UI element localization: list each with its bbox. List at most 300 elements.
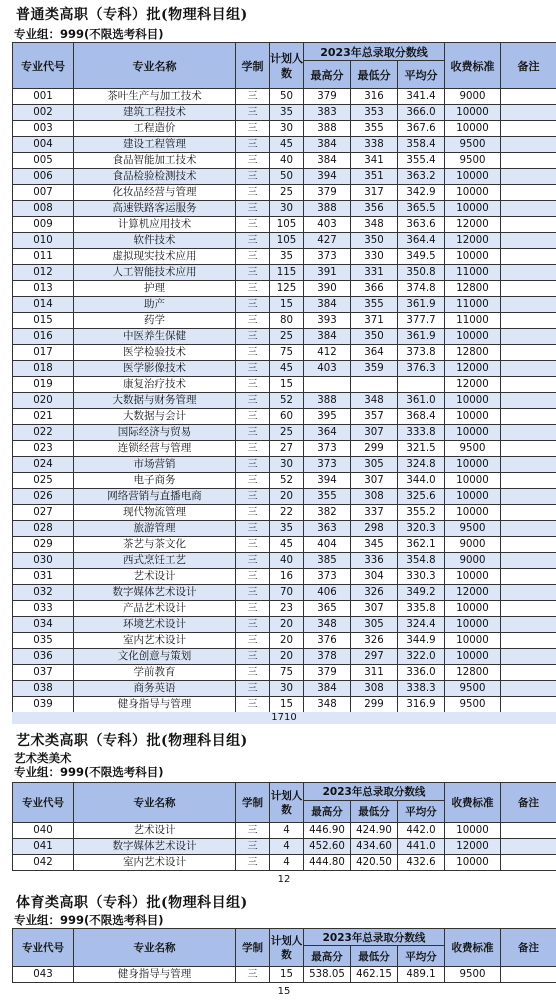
cell-code: 009 [13,217,74,233]
cell-avg: 363.6 [398,217,445,233]
cell-avg: 316.9 [398,697,445,713]
cell-min: 308 [351,489,398,505]
cell-avg: 377.7 [398,313,445,329]
cell-name: 康复治疗技术 [74,377,236,393]
cell-years: 三 [236,393,270,409]
cell-name: 食品检验检测技术 [74,169,236,185]
cell-min: 359 [351,361,398,377]
cell-note [501,823,556,839]
cell-fee: 12800 [445,665,501,681]
cell-avg: 489.1 [398,967,445,983]
cell-fee: 11000 [445,297,501,313]
cell-plan: 35 [270,249,304,265]
cell-fee: 12000 [445,377,501,393]
cell-min: 420.50 [351,855,398,871]
cell-min: 351 [351,169,398,185]
cell-max: 388 [304,121,351,137]
cell-min: 316 [351,89,398,105]
cell-min: 307 [351,473,398,489]
table-row [13,585,556,601]
cell-years: 三 [236,89,270,105]
cell-years: 三 [236,249,270,265]
cell-name: 市场营销 [74,457,236,473]
cell-min: 366 [351,281,398,297]
cell-years: 三 [236,457,270,473]
cell-fee: 12800 [445,281,501,297]
cell-max: 384 [304,153,351,169]
cell-code: 036 [13,649,74,665]
cell-note [501,601,556,617]
header-score-group: 2023年总录取分数线 [304,929,445,946]
cell-code: 023 [13,441,74,457]
cell-max: 373 [304,249,351,265]
cell-note [501,489,556,505]
cell-years: 三 [236,537,270,553]
cell-code: 039 [13,697,74,713]
cell-years: 三 [236,617,270,633]
cell-fee: 11000 [445,265,501,281]
cell-min: 326 [351,633,398,649]
cell-name: 国际经济与贸易 [74,425,236,441]
section3-group: 专业组：999(不限选考科目) [14,913,164,927]
header-max: 最高分 [304,61,351,89]
cell-code: 026 [13,489,74,505]
cell-note [501,281,556,297]
cell-note [501,233,556,249]
cell-code: 030 [13,553,74,569]
cell-plan: 52 [270,393,304,409]
cell-note [501,393,556,409]
cell-avg: 442.0 [398,823,445,839]
header-note: 备注 [501,43,556,89]
cell-code: 013 [13,281,74,297]
cell-years: 三 [236,313,270,329]
table-row [13,185,556,201]
cell-max: 444.80 [304,855,351,871]
header-name: 专业名称 [74,43,236,89]
cell-plan: 80 [270,313,304,329]
cell-avg: 344.0 [398,473,445,489]
cell-years: 三 [236,585,270,601]
cell-name: 高速铁路客运服务 [74,201,236,217]
cell-min: 298 [351,521,398,537]
cell-code: 019 [13,377,74,393]
cell-fee: 12800 [445,345,501,361]
cell-plan: 70 [270,585,304,601]
cell-name: 软件技术 [74,233,236,249]
cell-code: 038 [13,681,74,697]
cell-note [501,585,556,601]
cell-plan: 15 [270,697,304,713]
cell-code: 035 [13,633,74,649]
cell-code: 014 [13,297,74,313]
cell-plan: 27 [270,441,304,457]
cell-avg: 361.9 [398,329,445,345]
cell-plan: 30 [270,457,304,473]
section1-total: 1710 [12,712,556,724]
table-row [13,377,556,393]
cell-note [501,633,556,649]
cell-note [501,153,556,169]
table-row [13,329,556,345]
cell-code: 042 [13,855,74,871]
cell-max: 382 [304,505,351,521]
cell-max: 348 [304,697,351,713]
cell-max: 373 [304,569,351,585]
cell-plan: 60 [270,409,304,425]
cell-avg: 358.4 [398,137,445,153]
section2-table [12,782,556,871]
cell-min: 356 [351,201,398,217]
cell-avg: 354.8 [398,553,445,569]
cell-max: 379 [304,185,351,201]
cell-name: 旅游管理 [74,521,236,537]
cell-code: 008 [13,201,74,217]
cell-name: 工程造价 [74,121,236,137]
cell-fee: 10000 [445,201,501,217]
cell-years: 三 [236,201,270,217]
header-name: 专业名称 [74,929,236,967]
cell-note [501,121,556,137]
cell-name: 食品智能加工技术 [74,153,236,169]
cell-code: 010 [13,233,74,249]
cell-fee: 10000 [445,457,501,473]
cell-fee: 10000 [445,105,501,121]
cell-years: 三 [236,521,270,537]
cell-name: 数字媒体艺术设计 [74,585,236,601]
cell-code: 024 [13,457,74,473]
table-row [13,617,556,633]
cell-fee: 10000 [445,633,501,649]
table-row [13,855,556,871]
cell-note [501,617,556,633]
cell-note [501,681,556,697]
table-row [13,361,556,377]
cell-min: 305 [351,617,398,633]
header-years: 学制 [236,783,270,823]
cell-code: 003 [13,121,74,137]
cell-years: 三 [236,665,270,681]
section3-total: 15 [277,986,291,997]
header-note: 备注 [501,929,556,967]
cell-name: 环境艺术设计 [74,617,236,633]
cell-fee: 9000 [445,89,501,105]
cell-years: 三 [236,473,270,489]
table-row [13,313,556,329]
cell-fee: 12000 [445,233,501,249]
section2-title: 艺术类高职（专科）批(物理科目组) [16,733,248,749]
cell-avg: 321.5 [398,441,445,457]
header-min: 最低分 [351,801,398,823]
cell-min: 345 [351,537,398,553]
cell-plan: 52 [270,473,304,489]
cell-name: 人工智能技术应用 [74,265,236,281]
cell-name: 计算机应用技术 [74,217,236,233]
cell-max: 538.05 [304,967,351,983]
cell-plan: 30 [270,681,304,697]
cell-note [501,697,556,713]
cell-avg: 320.3 [398,521,445,537]
table-row [13,839,556,855]
cell-years: 三 [236,137,270,153]
cell-years: 三 [236,505,270,521]
header-min: 最低分 [351,61,398,89]
section3-table [12,928,556,983]
cell-years: 三 [236,425,270,441]
cell-plan: 15 [270,967,304,983]
cell-fee: 9000 [445,553,501,569]
cell-note [501,249,556,265]
cell-plan: 4 [270,823,304,839]
table-row [13,473,556,489]
section3-title: 体育类高职（专科）批(物理科目组) [16,895,248,911]
cell-note [501,855,556,871]
cell-avg: 366.0 [398,105,445,121]
cell-plan: 105 [270,233,304,249]
cell-avg [398,377,445,393]
cell-avg: 349.2 [398,585,445,601]
cell-plan: 30 [270,121,304,137]
cell-avg: 368.4 [398,409,445,425]
cell-years: 三 [236,185,270,201]
cell-name: 产品艺术设计 [74,601,236,617]
cell-min: 305 [351,457,398,473]
cell-name: 茶叶生产与加工技术 [74,89,236,105]
cell-plan: 45 [270,137,304,153]
cell-note [501,649,556,665]
cell-name: 电子商务 [74,473,236,489]
section2-rows [13,823,556,871]
cell-years: 三 [236,297,270,313]
cell-fee: 10000 [445,169,501,185]
cell-fee: 10000 [445,489,501,505]
cell-code: 031 [13,569,74,585]
cell-note [501,665,556,681]
cell-min: 337 [351,505,398,521]
table-row [13,521,556,537]
cell-name: 化妆品经营与管理 [74,185,236,201]
cell-avg: 376.3 [398,361,445,377]
table-row [13,649,556,665]
cell-fee: 11000 [445,313,501,329]
cell-name: 药学 [74,313,236,329]
cell-max: 378 [304,649,351,665]
cell-name: 健身指导与管理 [74,697,236,713]
cell-note [501,409,556,425]
cell-avg: 441.0 [398,839,445,855]
header-code: 专业代号 [13,929,74,967]
cell-plan: 4 [270,839,304,855]
cell-name: 护理 [74,281,236,297]
cell-plan: 115 [270,265,304,281]
cell-code: 043 [13,967,74,983]
cell-min: 350 [351,329,398,345]
cell-min: 364 [351,345,398,361]
header-plan-text: 计划人数 [270,51,303,80]
cell-fee: 9000 [445,537,501,553]
cell-years: 三 [236,345,270,361]
cell-max: 364 [304,425,351,441]
cell-name: 助产 [74,297,236,313]
cell-code: 021 [13,409,74,425]
cell-code: 041 [13,839,74,855]
table-row [13,249,556,265]
table-row [13,553,556,569]
table-row [13,823,556,839]
cell-years: 三 [236,855,270,871]
cell-note [501,217,556,233]
cell-avg: 361.9 [398,297,445,313]
cell-plan: 20 [270,489,304,505]
table-row [13,121,556,137]
cell-min: 348 [351,393,398,409]
cell-code: 037 [13,665,74,681]
cell-max: 355 [304,489,351,505]
cell-max: 385 [304,553,351,569]
cell-note [501,313,556,329]
table-row [13,505,556,521]
cell-plan: 40 [270,553,304,569]
cell-avg: 324.8 [398,457,445,473]
table-row [13,665,556,681]
cell-code: 022 [13,425,74,441]
cell-min: 326 [351,585,398,601]
cell-note [501,967,556,983]
cell-min: 304 [351,569,398,585]
cell-avg: 338.3 [398,681,445,697]
cell-max: 394 [304,473,351,489]
cell-avg: 344.9 [398,633,445,649]
cell-min: 355 [351,121,398,137]
header-avg: 平均分 [398,946,445,967]
cell-fee: 9500 [445,697,501,713]
cell-min [351,377,398,393]
cell-fee: 10000 [445,409,501,425]
cell-max: 391 [304,265,351,281]
cell-min: 307 [351,425,398,441]
table-row [13,569,556,585]
cell-years: 三 [236,553,270,569]
cell-plan: 105 [270,217,304,233]
cell-plan: 50 [270,89,304,105]
cell-name: 艺术设计 [74,569,236,585]
section1-group: 专业组：999(不限选考科目) [14,27,164,41]
cell-years: 三 [236,839,270,855]
cell-plan: 15 [270,377,304,393]
header-code: 专业代号 [13,43,74,89]
cell-fee: 10000 [445,393,501,409]
cell-min: 331 [351,265,398,281]
cell-max: 363 [304,521,351,537]
cell-code: 032 [13,585,74,601]
cell-fee: 10000 [445,505,501,521]
table-row [13,425,556,441]
cell-avg: 373.8 [398,345,445,361]
cell-plan: 20 [270,617,304,633]
cell-max: 373 [304,441,351,457]
cell-avg: 355.4 [398,153,445,169]
cell-name: 网络营销与直播电商 [74,489,236,505]
header-fee: 收费标准 [445,929,501,967]
cell-max: 452.60 [304,839,351,855]
cell-plan: 75 [270,665,304,681]
cell-plan: 30 [270,201,304,217]
cell-avg: 335.8 [398,601,445,617]
section1-title: 普通类高职（专科）批(物理科目组) [16,7,248,23]
section2-category: 艺术类美术 [14,751,72,765]
cell-note [501,441,556,457]
cell-avg: 367.6 [398,121,445,137]
cell-max: 376 [304,633,351,649]
cell-min: 297 [351,649,398,665]
cell-fee: 9500 [445,521,501,537]
table-row [13,489,556,505]
cell-years: 三 [236,681,270,697]
table-row [13,137,556,153]
cell-plan: 45 [270,537,304,553]
header-years: 学制 [236,43,270,89]
cell-years: 三 [236,697,270,713]
cell-note [501,473,556,489]
cell-max: 395 [304,409,351,425]
cell-max: 403 [304,361,351,377]
cell-years: 三 [236,441,270,457]
cell-name: 大数据与财务管理 [74,393,236,409]
cell-code: 016 [13,329,74,345]
cell-note [501,105,556,121]
section2-group: 专业组：999(不限选考科目) [14,765,164,779]
cell-name: 西式烹饪工艺 [74,553,236,569]
cell-max: 388 [304,393,351,409]
cell-code: 002 [13,105,74,121]
cell-min: 371 [351,313,398,329]
cell-avg: 349.5 [398,249,445,265]
cell-years: 三 [236,569,270,585]
cell-fee: 10000 [445,649,501,665]
table-row [13,89,556,105]
cell-code: 025 [13,473,74,489]
cell-avg: 432.6 [398,855,445,871]
header-avg: 平均分 [398,801,445,823]
cell-max: 446.90 [304,823,351,839]
cell-plan: 75 [270,345,304,361]
header-plan [270,929,304,967]
cell-code: 015 [13,313,74,329]
cell-avg: 374.8 [398,281,445,297]
table-row [13,169,556,185]
cell-fee: 9500 [445,967,501,983]
cell-fee: 10000 [445,329,501,345]
cell-years: 三 [236,265,270,281]
cell-note [501,361,556,377]
cell-fee: 12000 [445,217,501,233]
cell-name: 商务英语 [74,681,236,697]
cell-name: 医学影像技术 [74,361,236,377]
cell-avg: 364.4 [398,233,445,249]
cell-note [501,297,556,313]
cell-fee: 10000 [445,569,501,585]
table-row [13,233,556,249]
cell-max: 388 [304,201,351,217]
cell-min: 299 [351,697,398,713]
cell-plan: 35 [270,105,304,121]
table-row [13,633,556,649]
table-row [13,105,556,121]
cell-plan: 25 [270,185,304,201]
cell-fee: 10000 [445,855,501,871]
header-note: 备注 [501,783,556,823]
cell-plan: 4 [270,855,304,871]
